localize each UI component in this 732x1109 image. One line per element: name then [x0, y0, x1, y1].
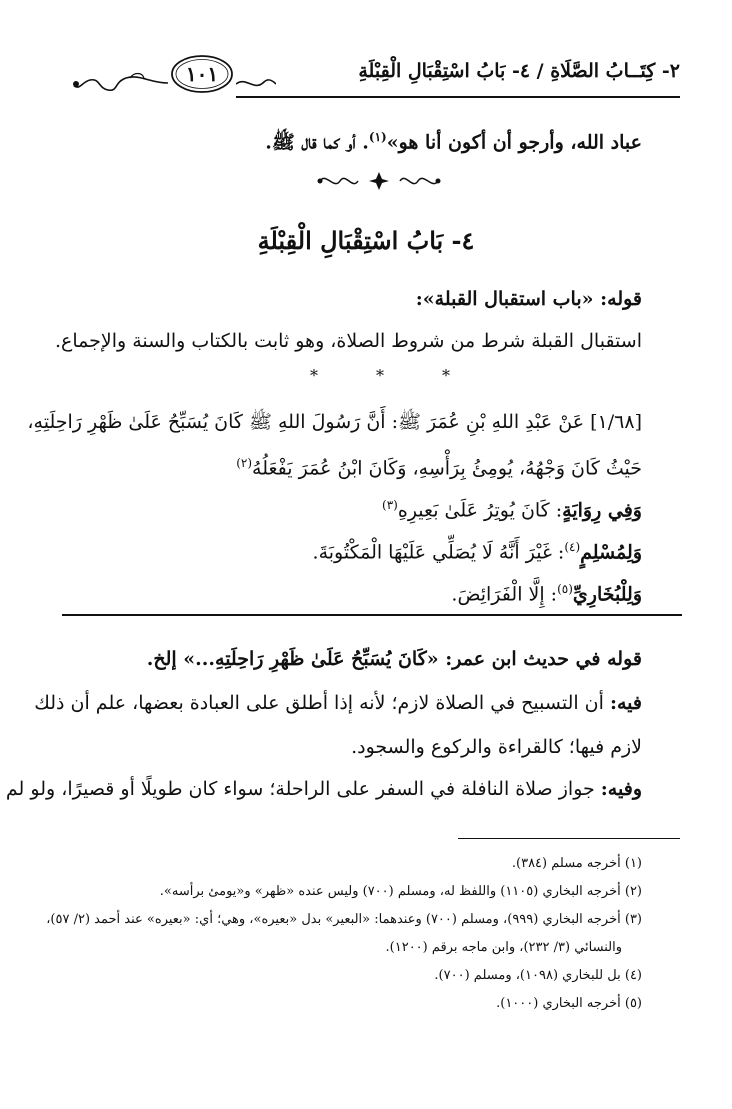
header-rule — [236, 96, 680, 98]
star-mark: * — [310, 366, 318, 385]
footnote-4: (٤) بل للبخاري (١٠٩٨)، ومسلم (٧٠٠). — [434, 968, 642, 983]
hadith-text: : إِلَّا الْفَرَائِضَ. — [451, 583, 558, 606]
hadith-line-3 — [70, 498, 642, 521]
footnote-5: (٥) أخرجه البخاري (١٠٠٠). — [496, 996, 642, 1011]
star-mark: * — [442, 366, 450, 385]
running-title: ٢- كِتَــابُ الصَّلَاةِ / ٤- بَابُ اسْتِقْبَالِ الْقِبْلَةِ — [358, 60, 680, 82]
section-rule — [62, 614, 682, 616]
star-mark: * — [376, 366, 384, 385]
footnote-ref: (٤) — [564, 540, 581, 554]
hadith-line-1: [١/٦٨] عَنْ عَبْدِ اللهِ بْنِ عُمَرَ ﷺ: أَنَّ رَسُولَ اللهِ ﷺ كَانَ يُسَبِّحُ عَلَىٰ ظَهْرِ رَاحِلَتِهِ، — [27, 411, 642, 433]
hadith-line-2 — [70, 456, 642, 479]
hadith-line-4 — [70, 540, 642, 563]
paragraph-label: فيه: — [609, 692, 642, 714]
commentary-heading-2: قوله في حديث ابن عمر: «كَانَ يُسَبِّحُ عَلَىٰ ظَهْرِ رَاحِلَتِهِ...» إلخ. — [146, 648, 642, 670]
footnote-ref: (٢) — [236, 456, 253, 470]
divider-ornament — [316, 168, 442, 194]
chapter-title: ٤- بَابُ اسْتِقْبَالِ الْقِبْلَةِ — [257, 226, 475, 255]
intro-text: عباد الله، وأرجو أن أكون أنا هو» — [386, 131, 642, 154]
commentary-p1-line1 — [34, 692, 642, 714]
page-header — [70, 52, 680, 102]
header-ornament-right — [236, 70, 276, 96]
paragraph-text: جواز صلاة النافلة في السفر على الراحلة؛ سواء كان طويلًا أو قصيرًا، ولو لم — [5, 778, 595, 800]
narration-label: وَلِلْبُخَارِيِّ — [572, 583, 642, 606]
hadith-text: : غَيْرَ أَنَّهُ لَا يُصَلِّي عَلَيْهَا الْمَكْتُوبَةَ. — [312, 541, 565, 564]
footnote-ref: (٣) — [382, 498, 398, 512]
narration-label: وَلِمُسْلِمٍ — [580, 541, 642, 564]
intro-tail: . أو كما قال ﷺ. — [265, 131, 369, 154]
paragraph-text: أن التسبيح في الصلاة لازم؛ لأنه إذا أطلق على العبادة بعضها، علم أن ذلك — [34, 692, 604, 714]
footnote-3-cont: والنسائي (٣/ ٢٣٢)، وابن ماجه برقم (١٢٠٠). — [385, 940, 622, 955]
footnote-ref: (١) — [368, 130, 387, 144]
narration-label: وَفِي رِوَايَةٍ — [562, 499, 642, 522]
commentary-p2-line1 — [5, 778, 642, 800]
footnote-2: (٢) أخرجه البخاري (١١٠٥) واللفظ له، ومسلم (٧٠٠) وليس عنده «ظهر» و«يومئ برأسه». — [159, 884, 642, 899]
footnote-1: (١) أخرجه مسلم (٣٨٤). — [511, 856, 642, 871]
commentary-p1-line2: لازم فيها؛ كالقراءة والركوع والسجود. — [351, 736, 642, 758]
commentary-text: استقبال القبلة شرط من شروط الصلاة، وهو ثابت بالكتاب والسنة والإجماع. — [55, 330, 642, 352]
hadith-text: : كَانَ يُوتِرُ عَلَىٰ بَعِيرِهِ — [397, 499, 563, 522]
header-ornament-left — [70, 70, 170, 96]
page-number-frame — [170, 54, 234, 94]
hadith-line-5 — [70, 582, 642, 605]
footnote-3: (٣) أخرجه البخاري (٩٩٩)، ومسلم (٧٠٠) وعندهما: «البعير» بدل «بعيره»، وهي؛ أي: «بعيره» عند أحمد (٢/ ٥٧)، — [46, 912, 642, 927]
commentary-heading: قوله: «باب استقبال القبلة»: — [415, 288, 642, 310]
footnote-rule — [458, 838, 680, 839]
footnote-ref: (٥) — [557, 582, 573, 596]
section-stars — [310, 366, 450, 385]
intro-line — [70, 130, 642, 158]
hadith-text: حَيْثُ كَانَ وَجْهُهُ، يُومِئُ بِرَأْسِهِ، وَكَانَ ابْنُ عُمَرَ يَفْعَلُهُ — [252, 457, 642, 480]
paragraph-label: وفيه: — [600, 778, 642, 800]
page-number: ١٠١ — [185, 62, 219, 86]
